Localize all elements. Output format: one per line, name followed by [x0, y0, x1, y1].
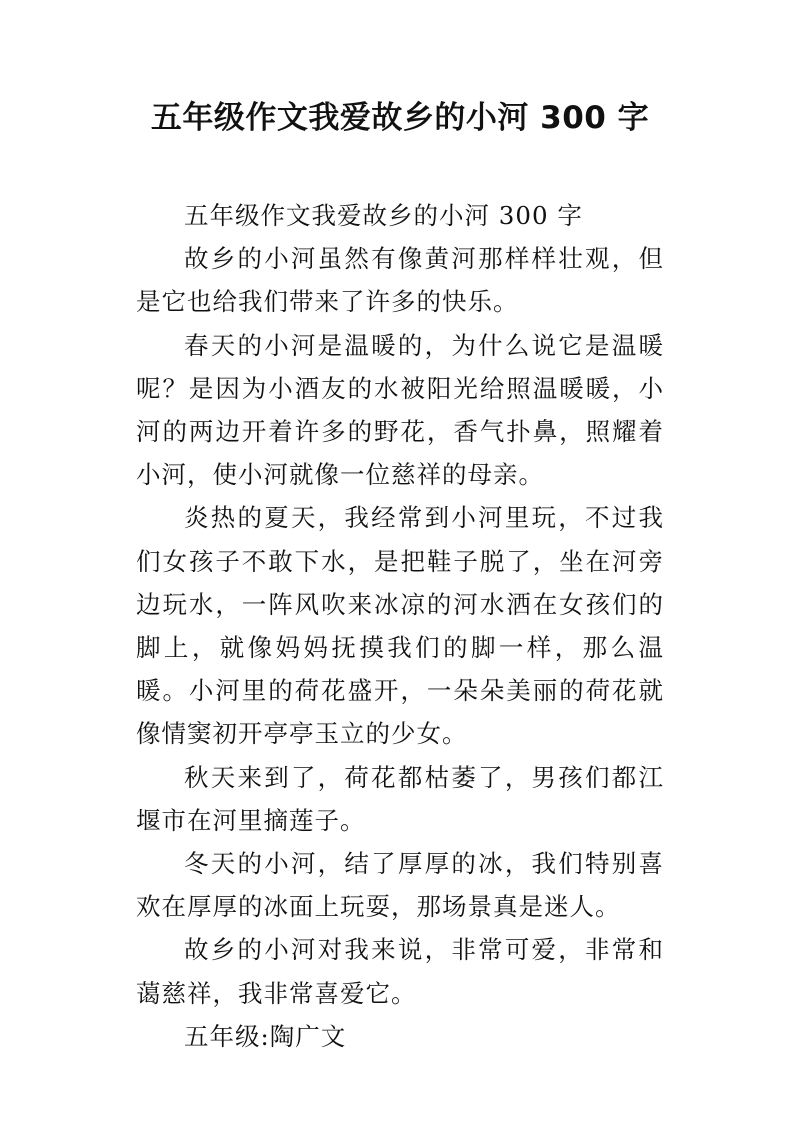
document-body [136, 194, 664, 1058]
document-title: 五年级作文我爱故乡的小河 300 字 [150, 100, 650, 136]
paragraph-author: 五年级:陶广文 [184, 1021, 347, 1051]
paragraph-summer: 炎热的夏天，我经常到小河里玩，不过我们女孩子不敢下水，是把鞋子脱了，坐在河旁边玩水，一阵风吹来冰凉的河水洒在女孩们的脚上，就像妈妈抚摸我们的脚一样，那么温暖。小河里的荷花盛开，一朵朵美丽的荷花就像情窦初开亭亭玉立的少女。 [136, 503, 664, 749]
paragraph-intro: 故乡的小河虽然有像黄河那样样壮观，但是它也给我们带来了许多的快乐。 [136, 244, 664, 317]
paragraph-conclusion: 故乡的小河对我来说，非常可爱，非常和蔼慈祥，我非常喜爱它。 [136, 935, 664, 1008]
paragraph-spring: 春天的小河是温暖的，为什么说它是温暖呢？是因为小酒友的水被阳光给照温暖暖，小河的两边开着许多的野花，香气扑鼻，照耀着小河，使小河就像一位慈祥的母亲。 [136, 330, 664, 490]
paragraph-winter: 冬天的小河，结了厚厚的冰，我们特别喜欢在厚厚的冰面上玩耍，那场景真是迷人。 [136, 849, 664, 922]
paragraph-autumn: 秋天来到了，荷花都枯萎了，男孩们都江堰市在河里摘莲子。 [136, 762, 664, 835]
paragraph-subtitle: 五年级作文我爱故乡的小河 300 字 [184, 201, 583, 230]
